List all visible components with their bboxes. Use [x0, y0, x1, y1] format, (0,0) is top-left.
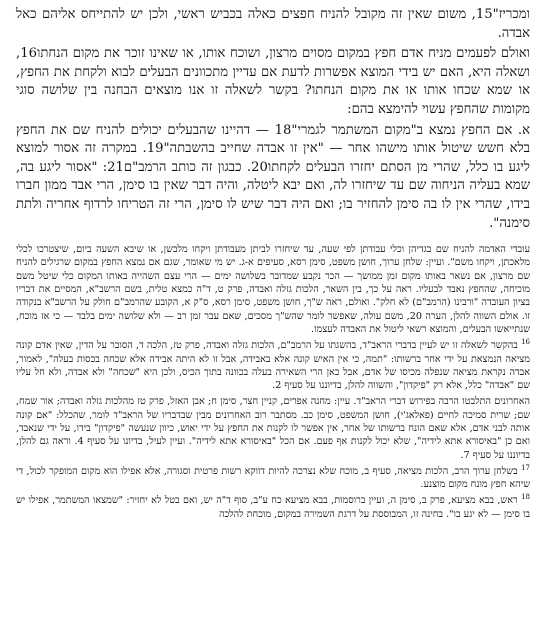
footnote-text: ראש, בבא מציעא, פרק ב, סימן ה, ועיין ברוסמות, בבא מציעא כח ע"ב, סוף ד"ה יש, ואם בטל לא יחזיר: "שמצאו המשתמר, אפילו יש בו סימן — לא יגע בו". בחינה זו, המבוססת על דרגת השמירה במקום, מוכחת להלכה — [16, 495, 530, 520]
main-paragraph-1: ומכריז"15, משום שאין זה מקובל להניח חפצים כאלה בכביש ראשי, ולכן יש להתייחס אליהם כאל אבדה. — [16, 7, 530, 41]
main-paragraph-3: א. אם החפץ נמצא ב"מקום המשתמר לגמרי"18 — דהיינו שהבעלים יכולים להניח שם את החפץ בלא חשש שיטול אותו מישהו אחר — "אין זו אבדה שחייב בהשבתה"19. במקרה זה אסור למוצא ליגע בו כלל, שהרי מן הסתם יחזרו הבעלים לקחתו20. כבגון זה כותב הרמב"ם21: "אסור ליגע בה, שמא בעליה הניחוה שם עד שיחזרו לה, ואם יבא ליטלה, והיה דבר שאין בו סימן, הרי אבד ממון חברו בידו, שהרי אין לו בה סימן להחזיר בו; ואם היה דבר שיש לו סימן, הרי זה הטריחו לרדוף אחריה ולתת סימנה". — [16, 122, 531, 231]
footnotes — [16, 243, 530, 521]
footnote-16 — [16, 339, 530, 392]
footnote-number: 17 — [521, 463, 530, 472]
footnote-continuation — [16, 243, 530, 336]
footnote-16-continued — [16, 395, 530, 461]
footnote-text: האחרונים התלבטו הרבה בפירוש דברי הראב"ד. עיין: מחנה אפרים, קניין חצר, סימן ח; אבן האזל, פרק טז מהלכות גזלה ואבדה; אור שמח, שם; שרית סמיכה לחיים (פאלאג'י), חושן המשפט, סימן כב. מסתבר רוב האחרונים מבין שבדבריו של הראב"ד לומר, שהכלל: "אם קונה אותה לבני אדם, אלא שאם הונח ברשותו של אחר, אין אפשר לו לקנות את החפץ על ידי יאוש, כיוון שנעשה "פיקדון" בידו, על ידי שנאבד, ואם כן "באיסורא אתא לידיה", שלא יכול לקנות אף פעם. אם הכל "באיסורא אתא לידיה". ועיין לעיל, בדיונו על סעיף 4. וראה גם להלן, בדיוננו על סעיף 7. — [16, 396, 530, 461]
main-paragraph-2: ואולם לפעמים מניח אדם חפץ במקום מסוים מרצון, ושוכח אותו, או שאינו זוכר את מקום הנחתו16, ושאלה היא, האם יש בידי המוצא אפשרות לדעת אם עדיין מתכוונים הבעלים לבוא ולקחת את החפץ, או שמא שכחו אותו או את מקום הנחתו? בקשר לשאלה זו אנו מוצאים הבחנה בין שלושה סוגי מקומות שהחפץ עשוי להימצא בהם: — [16, 46, 530, 117]
footnote-number: 16 — [521, 338, 530, 347]
footnote-text: בשלחן ערוך הרב, הלכות מציאה, סעיף ב, מוכח שלא נצרכה להיות דווקא רשות פרטית וסגורה, אלא אפילו הוא מקום המופקר לכול, די שיהא חפץ מונח מקום מוצנע. — [16, 465, 530, 491]
footnote-text: בהקשר לשאלה זו יש לעיין בדברי הראב"ד, בהשגתו על הרמב"ם, הלכות גזלה ואבדה, פרק טז, הלכה ד, הסובר על הדין, שאין אדם קונה מציאה הנמצאת על ידי אחר ברשותו: "תמה, כי אין האיש קונה אלא באבידה, אבל זו לא היתה אבידה אלא שכחה בכסות בעלה", לאמור, אבדה נקראת מציאה שנפלה מכיסו של אדם, אבל כאן הרי השאירה בעלה בכוונה בתוך הכיס, ולכן היא "שכחה" ולא אבדה, ולא חל עליו שם "אבדה" כלל, אלא רק "פיקדון", והשווה להלן, בדיוננו על סעיף 2. — [16, 340, 530, 392]
main-text — [16, 6, 530, 233]
footnote-text: עובדי האדמה להניח שם בגדיהן וכלי עבודתן לפי שעה, עד שיחזרו לביתן מעבודתן ויקחו מלבשן, או שיבא השעה ביום, שיצטרכו לכלי מלאכתן, ויקחו משם". ועיין: שלחן ערוך, חושן משפט, סימן רסא, סעיפים א-ג. יש מי שאומר, שגם אם נמצא החפץ במקום שרגילים להניח שם מרצון, אם נשאר באותו מקום זמן ממושך — הכר נקבע שמדובר בשלושה ימים — הרי עצם השהייה באותו המקום כלי שיטל משם מוכיחה, שהחפץ נאבד לבעליו. ראה על כך, בין השאר, הלכות גזלה ואבדה, פרק ט, ד"ה כמצא טלית, בשם הרשב"א, המסיים את דבריו בציון העובדה "ורבינו (הרמב"ם) לא חלק". ואולם, ראה ש"ך, חושן משפט, סימן רסא, ס"ק א, הקובע שהרמב"ם חולק על הרשב"א בנקודה זו. אולם השווה להלן, הערה 20, משם עולה, שאפשר לומר שהש"ך מסכים, שאם עבר זמן רב — ולא שלושה ימים בלבד — כי אז מוכח, שנתייאשו הבעלים, והמוצא רשאי ליטול את האבדה לעצמו. — [16, 244, 530, 335]
footnote-17 — [16, 465, 530, 492]
footnote-number: 18 — [521, 493, 530, 502]
footnote-18 — [16, 494, 530, 521]
